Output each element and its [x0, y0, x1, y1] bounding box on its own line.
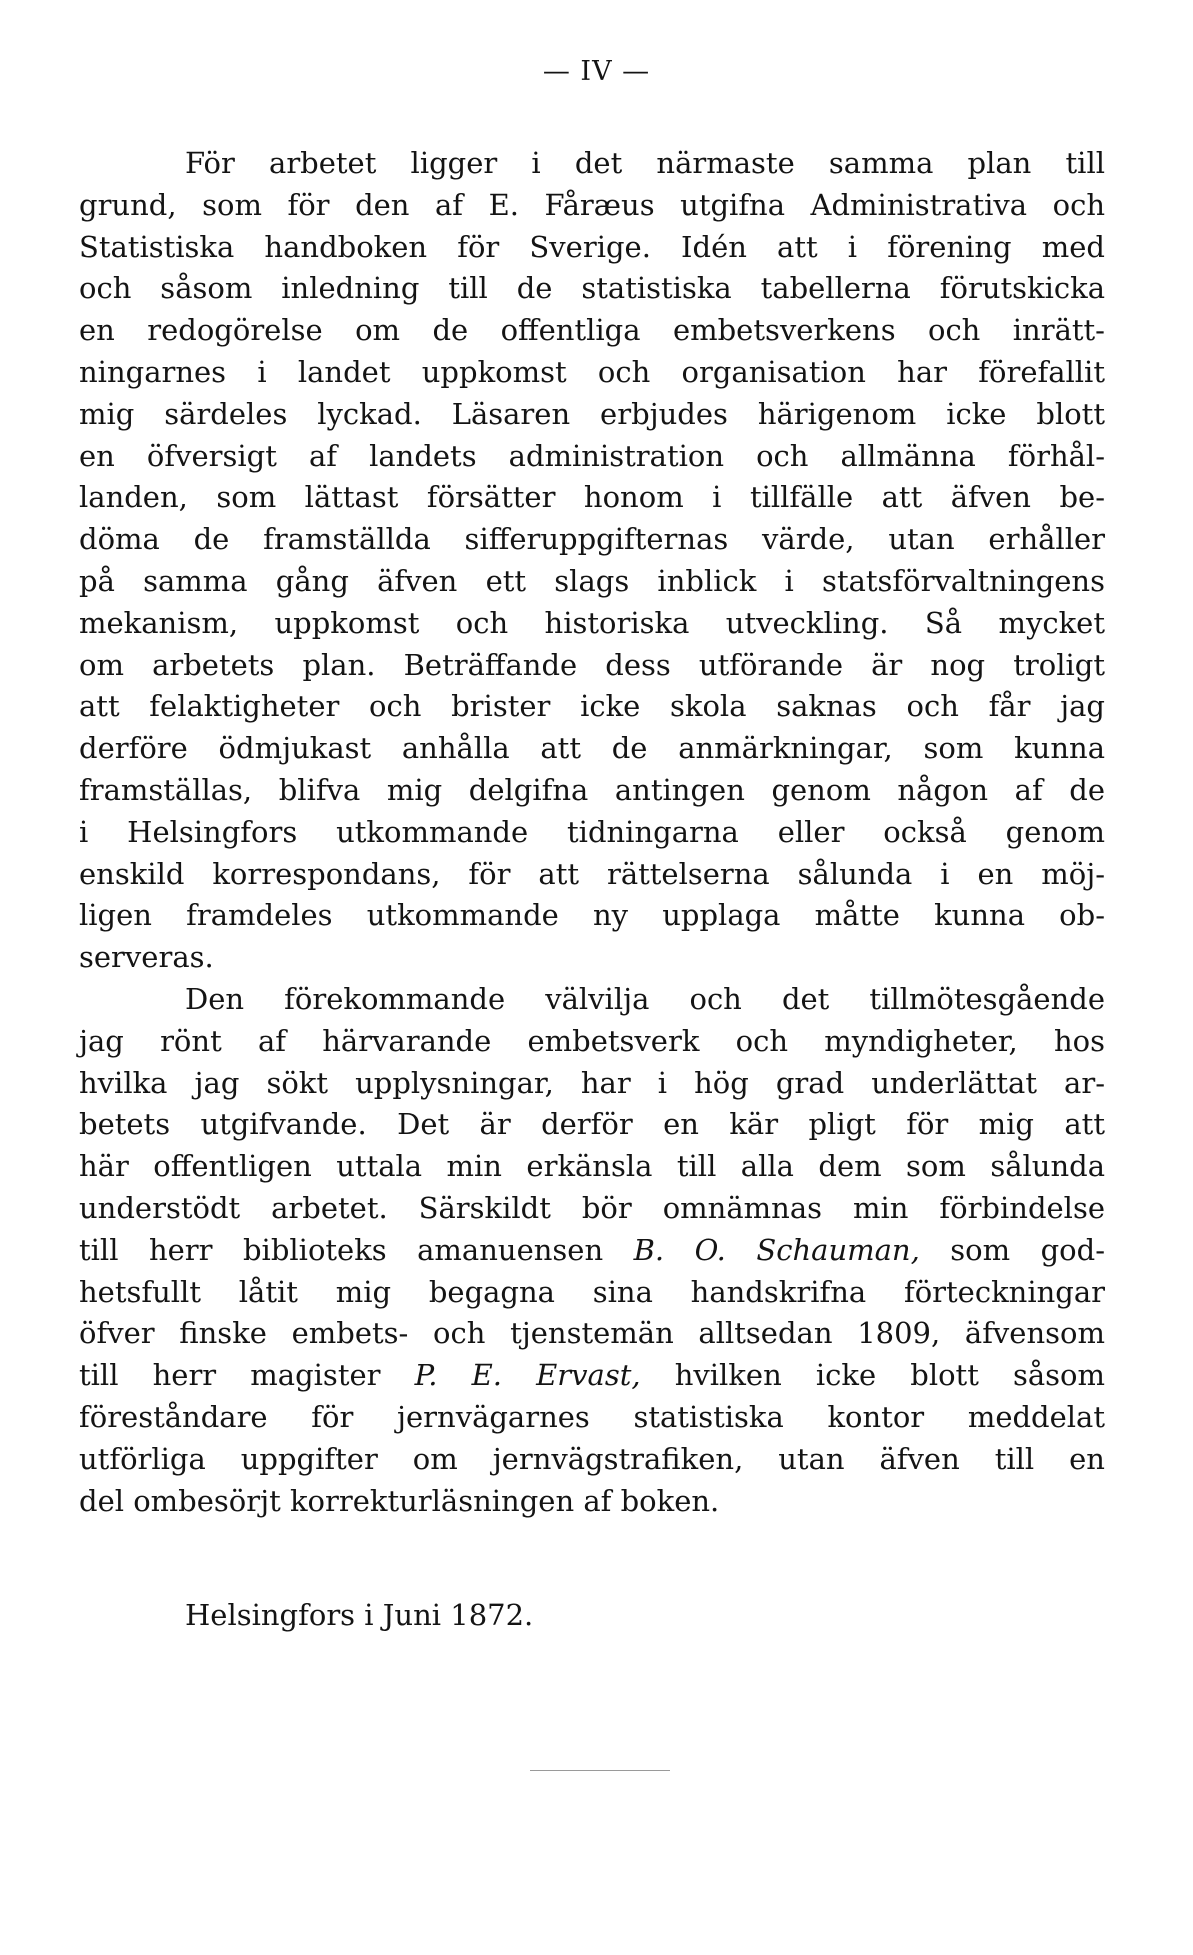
text-line: döma de framställda sifferuppgifternas värde, utan erhåller: [79, 522, 1105, 557]
text-line: på samma gång äfven ett slags inblick i statsförvaltningens: [79, 563, 1105, 598]
text-line: Den förekommande välvilja och det tillmötesgående: [185, 981, 1105, 1016]
text-line: Statistiska handboken för Sverige. Idén att i förening med: [79, 229, 1105, 264]
text-line: en redogörelse om de offentliga embetsverkens och inrätt-: [79, 313, 1105, 348]
text-line: ligen framdeles utkommande ny upplaga måtte kunna ob-: [79, 898, 1105, 933]
text-line: en öfversigt af landets administration och allmänna förhål-: [79, 438, 1105, 473]
text-line: öfver finske embets- och tjenstemän alltsedan 1809, äfvensom: [79, 1316, 1105, 1351]
text-line: derföre ödmjukast anhålla att de anmärkningar, som kunna: [79, 731, 1105, 766]
text-line: att felaktigheter och brister icke skola saknas och får jag: [79, 689, 1105, 724]
text-line: del ombesörjt korrekturläsningen af boken.: [79, 1483, 720, 1518]
text-line: mekanism, uppkomst och historiska utveckling. Så mycket: [79, 605, 1105, 640]
body-text: [79, 143, 1105, 1522]
text-line-schauman: [79, 1230, 1105, 1272]
text-fragment: till herr biblioteks amanuensen: [79, 1232, 634, 1267]
text-line: betets utgifvande. Det är derför en kär pligt för mig att: [79, 1107, 1105, 1142]
text-line: hetsfullt låtit mig begagna sina handskrifna förteckningar: [79, 1274, 1105, 1309]
text-line: framställas, blifva mig delgifna antingen genom någon af de: [79, 772, 1105, 807]
text-line: serveras.: [79, 940, 214, 975]
text-line: och såsom inledning till de statistiska tabellerna förutskicka: [79, 271, 1105, 306]
person-name: B. O. Schauman,: [633, 1232, 920, 1267]
text-line: För arbetet ligger i det närmaste samma plan till: [185, 146, 1105, 180]
text-line: mig särdeles lyckad. Läsaren erbjudes härigenom icke blott: [79, 396, 1105, 431]
text-line: i Helsingfors utkommande tidningarna eller också genom: [79, 814, 1105, 849]
text-fragment: till herr magister: [79, 1358, 415, 1393]
text-line: enskild korrespondans, för att rättelserna sålunda i en möj-: [79, 856, 1105, 891]
text-line: understödt arbetet. Särskildt bör omnämnas min förbindelse: [79, 1190, 1105, 1225]
text-line-ervast: [79, 1355, 1105, 1397]
signoff: Helsingfors i Juni 1872.: [185, 1598, 534, 1632]
text-line: jag rönt af härvarande embetsverk och myndigheter, hos: [79, 1023, 1105, 1058]
text-line: grund, som för den af E. Fåræus utgifna Administrativa och: [79, 187, 1105, 222]
text-line: här offentligen uttala min erkänsla till alla dem som sålunda: [79, 1149, 1105, 1184]
divider-rule: [530, 1770, 670, 1771]
text-line: om arbetets plan. Beträffande dess utförande är nog troligt: [79, 647, 1105, 682]
text-line: hvilka jag sökt upplysningar, har i hög grad underlättat ar-: [79, 1065, 1105, 1100]
person-name: P. E. Ervast,: [414, 1358, 641, 1393]
text-line: ningarnes i landet uppkomst och organisation har förefallit: [79, 354, 1105, 389]
text-fragment: som god-: [919, 1232, 1105, 1267]
text-fragment: hvilken icke blott såsom: [640, 1358, 1106, 1393]
page-number: — IV —: [542, 56, 651, 87]
text-line: föreståndare för jernvägarnes statistiska kontor meddelat: [79, 1399, 1105, 1434]
text-line: utförliga uppgifter om jernvägstrafiken, utan äfven till en: [79, 1441, 1105, 1476]
text-line: landen, som lättast försätter honom i tillfälle att äfven be-: [79, 480, 1105, 515]
